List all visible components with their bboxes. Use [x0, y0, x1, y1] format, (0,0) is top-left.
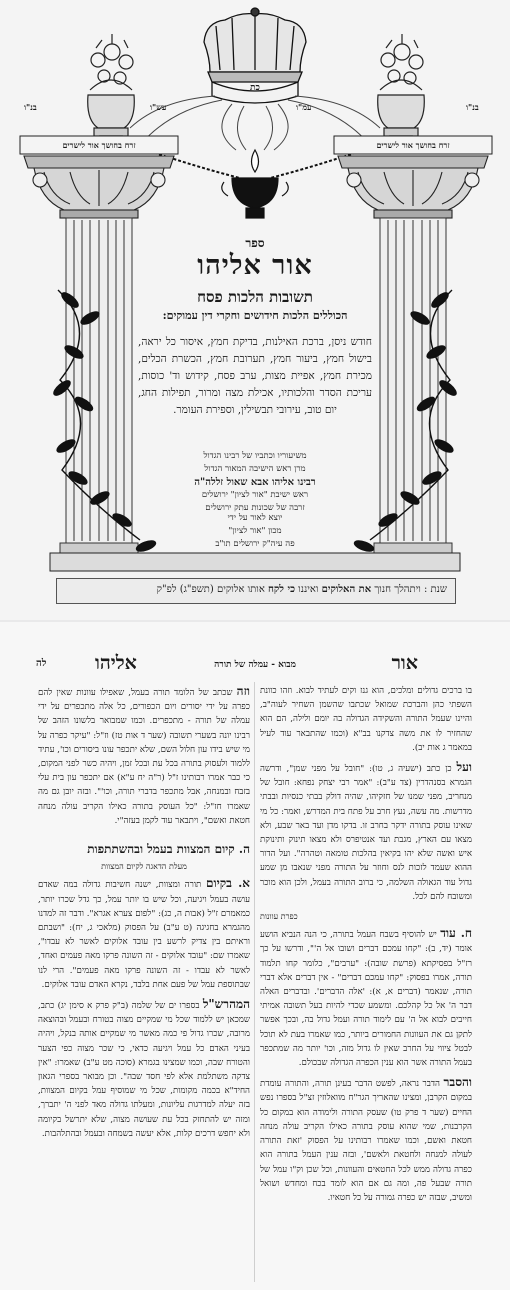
paragraph — [260, 760, 472, 904]
paragraph-body: יש להוסיף בשבח העמל בתורה, כי הנה הנביא הושע אומר (יד, ב): "קחו עמכם דברים ושובו אל ה'", ודרשו על כך רז"ל בפסיקתא (פרשת שובה): "ערבים", כלומר קחו תלמוד תורה, אמרו בפסוק: "קחו עמכם דברים" - אין דברים אלא דברי תורה, שנאמר (דברים א, א): 'אלה הדברים'. ובדברים האלה דבר ה' אל כל קהלכם. ומשמע שכדי להיות בעל תשובה אמיתי חייבים לבוא אל ה' עם לימוד תורה ועמל גדול בה, ובכך אפשר לתקן גם את העוונות החמורים ביותר, כמו שאמרו בעת לא תוכל לבטל ציווי על החרב שאין לו גדול מזה, וכו' יותר מה שמתכפר בעמל התורה אשר הוא ענין הכפרה הגדולה שבכולם. — [260, 930, 472, 1069]
author-line: משיעוריו וכתביו של רבינו הגדול — [203, 451, 307, 461]
section-heading: ה. קיום המצוות בעמל ובהשתתפות — [87, 842, 250, 857]
paragraph-lead: וזה — [236, 684, 250, 698]
paragraph — [38, 684, 250, 828]
oil-lamp — [140, 148, 370, 218]
right-capital — [338, 156, 488, 218]
paragraph-lead: ח. עוד — [440, 926, 472, 941]
year-text: ויתהלך חנוך — [371, 584, 421, 595]
right-text-column — [260, 684, 472, 1284]
right-flower-urn — [378, 34, 425, 146]
year-prefix: שנת : — [420, 584, 447, 595]
section-subheading: מעלת הדאגה לקיום המצוות — [101, 862, 187, 872]
title-page — [0, 0, 510, 620]
paragraph-lead: ועל — [456, 760, 472, 775]
book-title: אור אליהו — [197, 250, 313, 281]
topics-list: חודש ניסן, ברכת האילנות, בדיקת חמץ, איסור כל יראה, בישול חמץ, ביעור חמץ, תערובת חמץ, הכשרת הכלים, מכירת חמץ, אפיית מצות, ערב פסח, קידוש וד' כוסות, עריכת הסדר והלכותיו, אכילת מצה ומרור, תפילות החג, יום טוב, עירובי תבשילין, וספירת העומר. — [138, 336, 372, 416]
paragraph — [260, 1075, 472, 1205]
publisher-line: יוצא לאור על ידי — [227, 513, 283, 523]
author-line: מרן ראש הישיבה המאור הגדול — [204, 464, 306, 474]
left-capital — [24, 156, 174, 218]
margin-label: כפרת עוונות — [260, 912, 298, 922]
year-bold-phrase: כי לקח — [268, 584, 295, 595]
page-number: לה — [36, 658, 47, 669]
year-bold-phrase: את האלוקים — [321, 584, 372, 595]
right-pillar-banner: זרח בחושך אור לישרים — [376, 140, 450, 150]
header-mark-mid-right: עמ"ו — [296, 102, 312, 112]
book-label: ספר — [245, 236, 265, 250]
paragraph — [260, 926, 472, 1070]
crown-label: כת — [250, 83, 260, 93]
paragraph-lead: א. בקיום — [206, 876, 250, 891]
book-subtitle-description: הכוללים הלכות חידושים וחקרי דין עמוקים: — [162, 309, 348, 322]
paragraph-body: תורה ומצוות, ישנה חשיבות גדולה במה שאדם עושה בעמל ויגיעה, וכל שיש בו יותר עמל, כך גדל שכרו יותר, כמאמרם ז"ל (אבות ה, כג): "לפום צערא אגרא". ודבר זה למדנו מהגמרא בחגיגה (ט ע"ב) על הפסוק (מלאכי ג, יח): "ושבתם וראיתם בין צדיק לרשע בין עובד אלוקים לאשר לא עבדו", שאמרו שם: "עובד אלוקים - זה השונה פרקו מאה פעמים ואחד, לאשר לא עבדו - זה השונה פרקו מאה פעמים". הרי לנו שבתוספת עמל של פעם אחת בלבד, נקרא האדם עובד אלוקים. — [38, 880, 250, 990]
base-platform — [50, 553, 460, 571]
header-mark-mid-left: עש"ו — [150, 102, 167, 112]
paragraph-body: כן כתב (ישעיה ג, טו): "חובל על מפני שמן", ודרשה הגמרא בסנהדרין (צד ע"ב): "אמר רבי יצחק נפחא: חובל של מנחריב, מפני שמנו של חזקיהו, שהיה דולק בבתי כנסיות ובבתי מדרשות. מה עשה, נעץ חרב על פתח בית המדרש, ואמר: כל מי שאינו עוסק בתורה ידקר בחרב זו. בדקו מדן ועד באר שבע, ולא מצאו עם הארץ, מגבת ועד אנטיפרס ולא מצאו תינוק ותינוקת איש ואשה שלא יהו בקיאין בהלכות טומאה וטהרה". ועל הדור ההוא שעמד לזכות לנס וחוזר על התורה מפני שנאבו מן שמע גדול עוד הגאולה השלמה, כי ברוב התורה בעמל, ולכן הוא מוכר ומשובח להם לכל. — [260, 764, 472, 902]
year-text-mid: ואיננו — [294, 584, 322, 595]
left-text-column — [38, 684, 250, 1284]
paragraph-lead: והסבר — [443, 1075, 472, 1090]
running-head-left: אליהו — [95, 652, 137, 674]
publisher-line: פה עיה"ק ירושלים תו"ב — [215, 539, 295, 549]
running-head-center: מבוא - עמלה של תורה — [214, 660, 296, 670]
author-line: רבינו אליהו אבא שאול זללה"ה — [194, 477, 316, 488]
publisher-line: מכון "אור לציון" — [228, 526, 282, 536]
year-suffix: אותו אלוקים (תשפ"ג) לפ"ק — [156, 584, 269, 595]
paragraph-body: שכתב של הלומד תורה בעמל, שאפילו עוונות שאין להם כפרה על ידי יסורים ויום הכפורים, כל אלה מתכפרים על ידי עמלה של תורה - מתכפרים. וכמו שמבואר בלשונו הזהב של רבינו יונה בשערי תשובה (שער ד אות טז) וז"ל: "עיקר כפרה על מי שיש בידו עון חלול השם, שלא יתכפר עונו ביסורים וכו', עתיד ללמוד ולעסוק בתורה בכל עת ובכל זמן, ויהיה כשר לפני המקום, כי כבר אמרו רבותינו ז"ל (ר"ה יח ע"א) אם יתכפר עון בית עלי בזבח ובמנחה, אבל מתכפר בדברי תורה, וכו'". ובזה יובן גם מה שאמרו חז"ל: "כל העוסק בתורה כאילו הקריב עולה מנחה חטאת ואשם", ויתבאר עוד לקמן בעזה"י. — [38, 688, 250, 826]
author-line: ראש ישיבת "אור לציון" ירושלים — [201, 490, 309, 500]
header-mark-left: בנ"ו — [24, 102, 37, 112]
paragraph: בו ברכים גדולים ומלכים, הוא גנז וקים לעתיד לבוא. וזהו כוונת השפתי כהן והברכת שמואל שכתבו שהשמן השחיר לעוה"ב, והיינו שעמל התורה והשקידה הגדולה בה יומם ולילה, הם הוא שהחזיר לו את משה צדקנו בב"א (וכמו שהתבאר עוד לעיל במאמר ג אות יב). — [260, 686, 472, 753]
paragraph-body: בספרו ים של שלמה (ב"ק פרק א סימן יג) כתב, שמכאן יש ללמוד שכל מי שמקיים מצוה בטורח ובעמל ובהוצאה מרובה, שכרו גדול פי כמה מאשר מי שמקיים אותה בנקל, ויהיה בעיני האדם כל עמל ויגיעה כדאי, כי שכר מצוה כפי הצער והטורח שבה, וכמו שמצינו בגמרא (סוכה מט ע"ב) שאמרו: "אין צדקה משתלמת אלא לפי חסד שבה". וכן מבואר בספרי הגאון החיד"א בכמה מקומות, שכל מי שמוסיף עמל בקיום המצוות, בזה יעלה למדרגות עליונות, ומעלתו גדולה מאד לפני ה' יתברך, ומזה יש להתחזק בכל עת שעושה מצוה, שלא יתרשל בקיומה ולא יחפש דרכים קלות, אלא יעשה בשמחה ובעמל ובהתלהבות. — [38, 1001, 250, 1139]
text-page — [0, 622, 510, 1290]
paragraph-body: הדבר נראה, לפשט הדבר בעינן תורה, והתורה עומדת במקום הקרבן, ומצינו שהאריך הגר"ח מוואלוזין זצ"ל בספרו נפש החיים (שער ד פרק טו) שעסק התורה ולימודה הוא במקום כל הקרבנות, שמי שהוא עוסק בתורה כאילו הקריב עולה מנחה חטאת ואשם, וכמו שאמרו רבותינו על הפסוק 'זאת התורה לעולה למנחה ולחטאת ולאשם', ובזה ענין העמל בתורה הוא כפרה גדולה ממש לכל החטאים והעוונות, וכל שכן וק"ו עמל של תורה שבעל פה, ומה גם אם הוא לומד בכח ומחדש ושואל ומשיב, שבזה יש כפרה גמורה על כל חטאיו. — [260, 1079, 472, 1203]
paragraph — [38, 997, 250, 1141]
running-head-right: אור — [391, 652, 418, 674]
column-divider — [254, 682, 255, 1282]
header-mark-right: בנ"ו — [466, 102, 479, 112]
author-block — [130, 450, 380, 515]
left-flower-urn — [88, 34, 135, 146]
book-subtitle: תשובות הלכות פסח — [197, 288, 313, 306]
publisher-block — [130, 512, 380, 551]
author-line: זרבה של שכונות עתק ירושלים — [205, 503, 305, 513]
publication-year-bar — [56, 578, 456, 604]
left-pillar-banner: זרח בחושך אור לישרים — [62, 140, 136, 150]
paragraph-lead: המהרש"ל — [202, 997, 250, 1012]
paragraph — [38, 876, 250, 992]
